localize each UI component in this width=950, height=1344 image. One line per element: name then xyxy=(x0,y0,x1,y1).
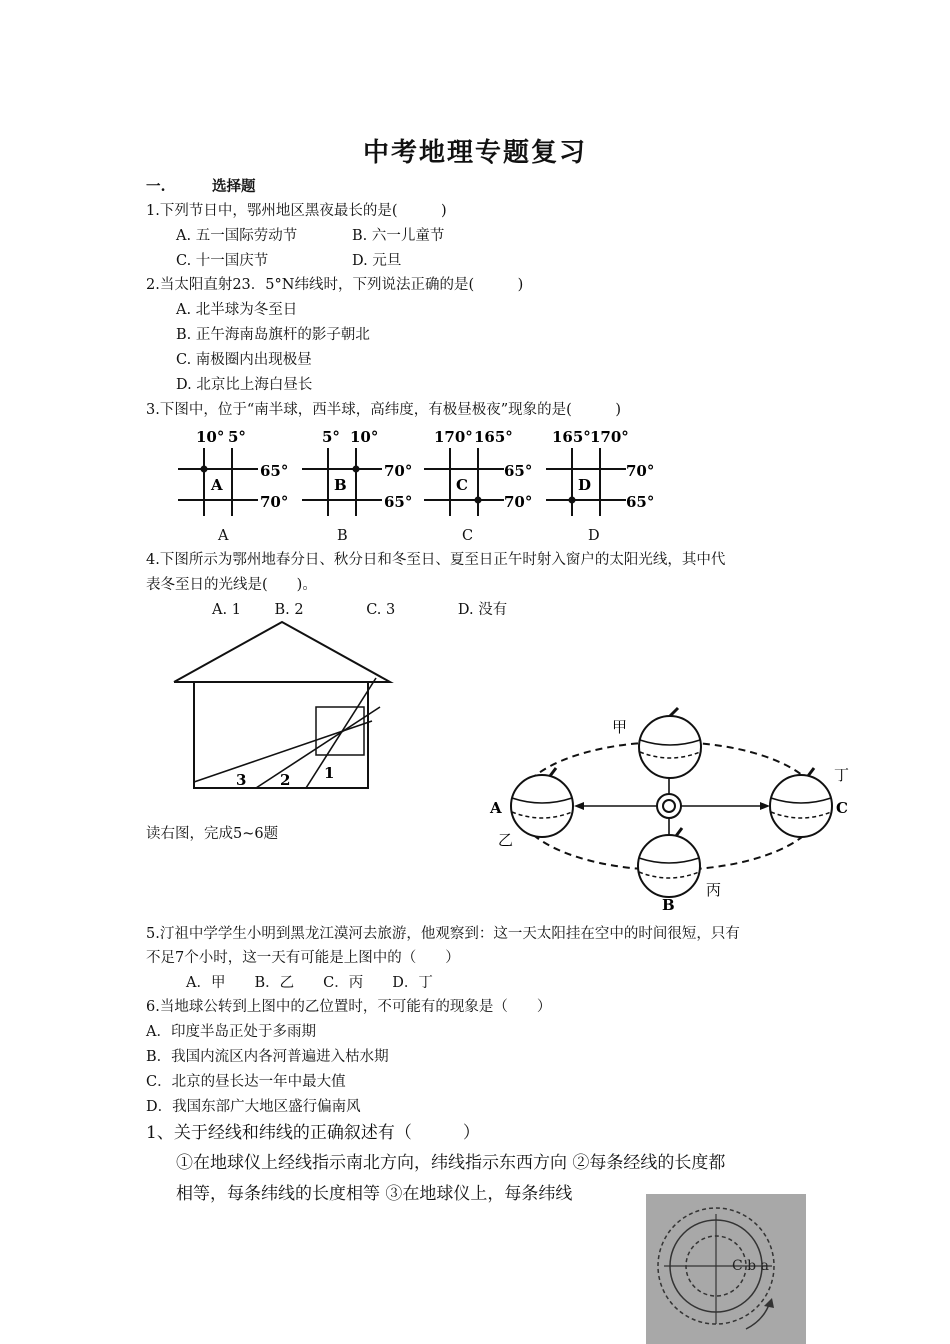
grid-diagram-d xyxy=(544,424,664,524)
position-label-ding: 丁 xyxy=(834,766,850,784)
position-label-bing: 丙 xyxy=(706,881,722,899)
house-roof xyxy=(174,622,390,682)
q7-line1: ①在地球仪上经线指示南北方向，纬线指示东西方向 ②每条经线的长度都 xyxy=(176,1153,726,1173)
grid-a-top-left: 10° xyxy=(196,428,225,446)
grid-a-upper-lat: 65° xyxy=(260,462,289,480)
q3-stem: 3.下图中，位于“南半球，西半球，高纬度，有极昼极夜”现象的是( ) xyxy=(146,402,621,418)
grid-diagram-c xyxy=(422,424,542,524)
grid-diagram-a xyxy=(176,424,296,524)
q7-stem: 1、关于经线和纬线的正确叙述有（ ） xyxy=(146,1123,480,1143)
house-sunlight-diagram xyxy=(170,618,410,798)
q1-option-a: A. 五一国际劳动节 xyxy=(176,228,298,244)
grid-d-upper-lat: 70° xyxy=(626,462,655,480)
grid-b-lower-lat: 65° xyxy=(384,493,413,511)
globe-photo xyxy=(646,1194,806,1344)
q1-stem: 1.下列节日中，鄂州地区黑夜最长的是( ) xyxy=(146,203,447,219)
q6-option-a: A．印度半岛正处于多雨期 xyxy=(146,1024,316,1040)
grid-c-top-left: 170° xyxy=(434,428,473,446)
section-label: 选择题 xyxy=(212,178,256,195)
grid-d-top-left: 165° xyxy=(552,428,591,446)
house-window xyxy=(316,707,364,755)
grid-b-upper-lat: 70° xyxy=(384,462,413,480)
page-title: 中考地理专题复习 xyxy=(362,138,587,168)
q7-line2: 相等，每条纬线的长度相等 ③在地球仪上，每条纬线 xyxy=(176,1184,573,1204)
earth-icon-bing xyxy=(638,828,700,897)
grid-d-letter: D xyxy=(578,476,592,494)
q4-options: A. 1 B. 2 C. 3 D. 没有 xyxy=(212,602,508,618)
grid-b-top-right: 10° xyxy=(350,428,379,446)
grid-caption-b: B xyxy=(337,528,348,544)
q2-option-a: A. 北半球为冬至日 xyxy=(176,302,298,318)
q1-option-d: D. 元旦 xyxy=(352,253,402,269)
grid-a-point xyxy=(201,466,208,473)
section-number: 一. xyxy=(146,178,166,195)
ray-label-3: 3 xyxy=(236,771,247,789)
grid-b-point xyxy=(353,466,360,473)
q6-option-c: C．北京的昼长达一年中最大值 xyxy=(146,1074,346,1090)
earth-orbit-diagram xyxy=(486,700,866,914)
q4-stem-line1: 4.下图所示为鄂州地春分日、秋分日和冬至日、夏至日正午时射入窗户的太阳光线，其中代 xyxy=(146,552,726,568)
q2-option-b: B. 正午海南岛旗杆的影子朝北 xyxy=(176,327,370,343)
grid-diagram-b xyxy=(300,424,420,524)
grid-b-letter: B xyxy=(334,476,347,494)
earth-icon-jia xyxy=(639,708,701,778)
q1-option-c: C. 十一国庆节 xyxy=(176,253,269,269)
ray-label-1: 1 xyxy=(324,764,335,782)
q1-option-b: B. 六一儿童节 xyxy=(352,228,445,244)
ray-label-2: 2 xyxy=(280,771,291,789)
grid-a-letter: A xyxy=(211,476,223,494)
grid-b-top-left: 5° xyxy=(322,428,340,446)
grid-d-top-right: 170° xyxy=(590,428,629,446)
grid-c-lower-lat: 70° xyxy=(504,493,533,511)
earth-icon-ding xyxy=(770,768,832,837)
grid-a-lower-lat: 70° xyxy=(260,493,289,511)
q2-option-c: C. 南极圈内出现极昼 xyxy=(176,352,312,368)
position-label-yi: 乙 xyxy=(498,831,514,849)
grid-d-point xyxy=(569,497,576,504)
grid-c-top-right: 165° xyxy=(474,428,513,446)
sun-ray-2 xyxy=(256,707,380,788)
photo-labels: C b a xyxy=(732,1258,769,1274)
grid-c-letter: C xyxy=(456,476,468,494)
q4-stem-line2: 表冬至日的光线是( )。 xyxy=(146,577,317,593)
grid-caption-a: A xyxy=(218,528,229,544)
point-label-a: A xyxy=(490,799,502,817)
grid-caption-c: C xyxy=(462,528,474,544)
read-prompt: 读右图，完成5~6题 xyxy=(146,826,279,842)
grid-a-top-right: 5° xyxy=(228,428,246,446)
q5-line1: 5.汀祖中学学生小明到黑龙江漠河去旅游，他观察到：这一天太阳挂在空中的时间很短，只有 xyxy=(146,926,740,942)
sun-icon xyxy=(657,794,681,818)
position-label-jia: 甲 xyxy=(612,718,628,736)
point-label-b: B xyxy=(662,896,675,914)
grid-c-point xyxy=(475,497,482,504)
grid-d-lower-lat: 65° xyxy=(626,493,655,511)
q2-option-d: D. 北京比上海白昼长 xyxy=(176,377,313,393)
point-label-c: C xyxy=(836,799,848,817)
earth-icon-yi xyxy=(511,768,573,837)
q6-option-b: B．我国内流区内各河普遍进入枯水期 xyxy=(146,1049,389,1065)
q5-options: A．甲 B．乙 C．丙 D．丁 xyxy=(186,975,433,991)
grid-caption-d: D xyxy=(588,528,600,544)
q6-option-d: D．我国东部广大地区盛行偏南风 xyxy=(146,1099,361,1115)
q5-line2: 不足7个小时，这一天有可能是上图中的（ ） xyxy=(146,950,460,966)
q6-stem: 6.当地球公转到上图中的乙位置时，不可能有的现象是（ ） xyxy=(146,999,552,1015)
q2-stem: 2.当太阳直射23．5°N纬线时，下列说法正确的是( ) xyxy=(146,277,524,293)
grid-c-upper-lat: 65° xyxy=(504,462,533,480)
